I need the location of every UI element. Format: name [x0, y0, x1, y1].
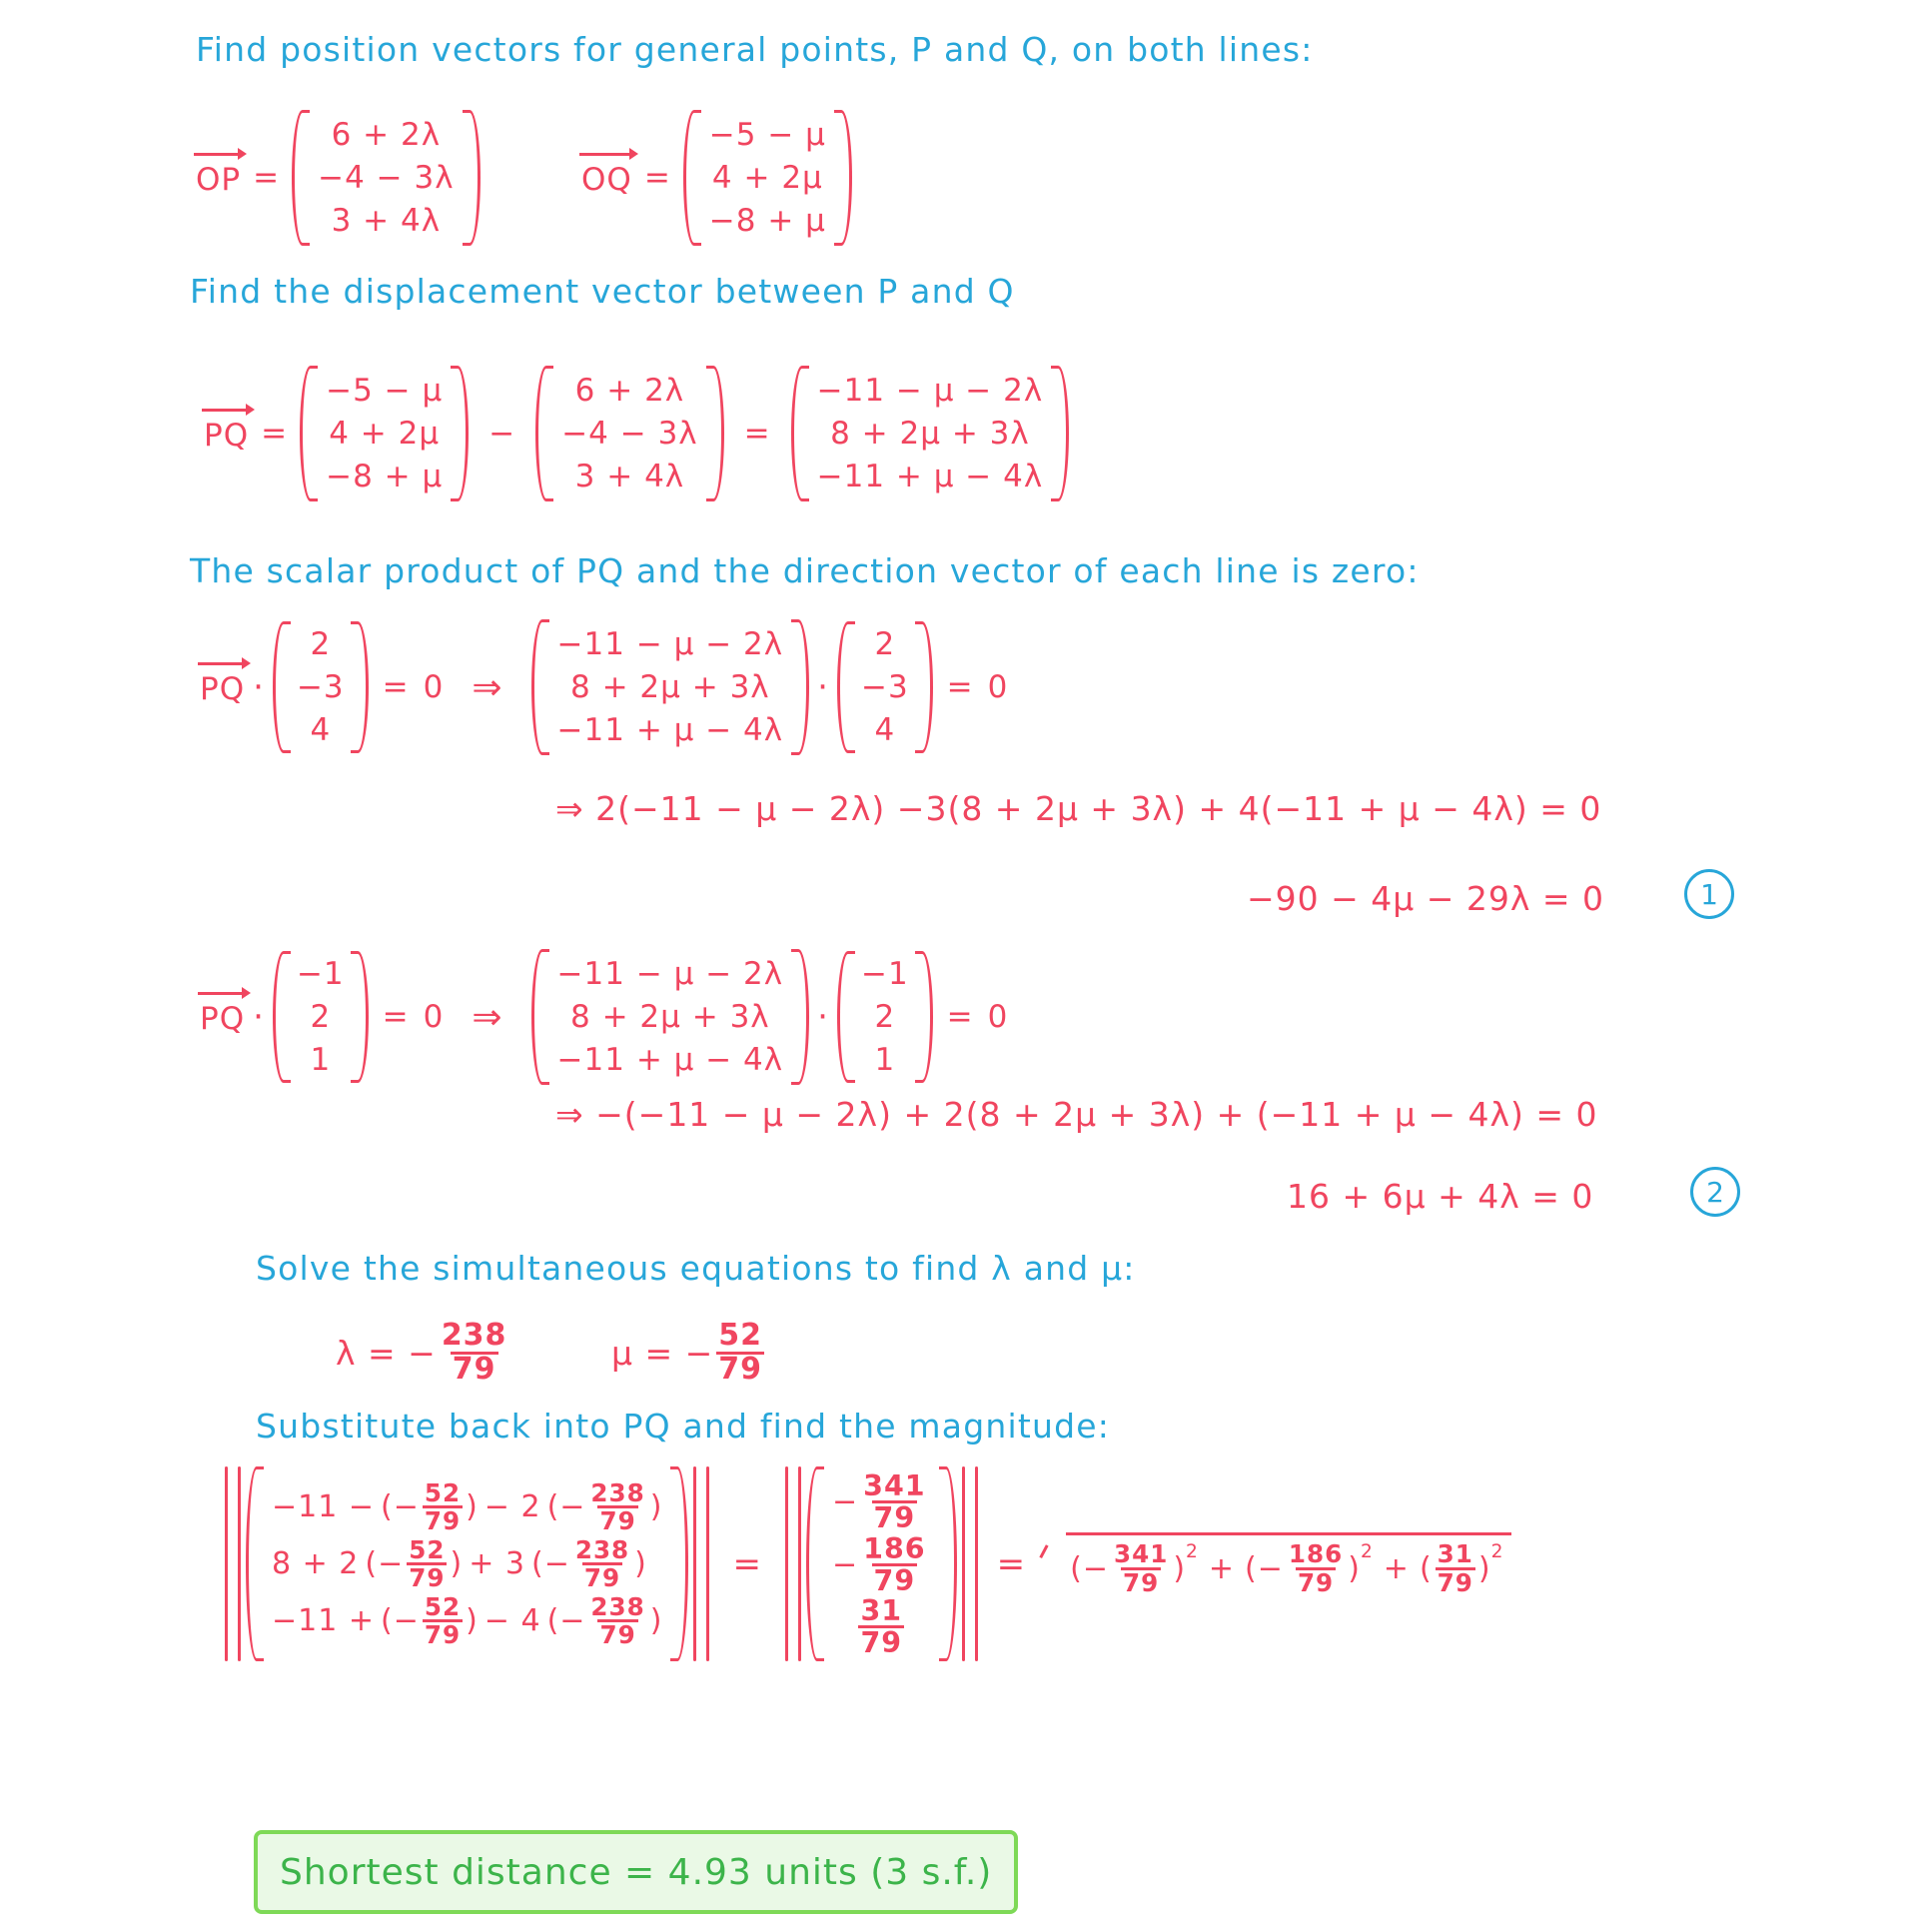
left-bracket-icon [837, 951, 855, 1083]
left-bracket-icon [531, 949, 549, 1085]
abs-bar-icon [693, 1466, 696, 1661]
pq-result-vector-copy-2 [531, 949, 810, 1085]
abs-bar-icon [975, 1466, 978, 1661]
pq-label: PQ [204, 414, 249, 454]
equation-1: −90 − 4μ − 29λ = 0 [1247, 879, 1605, 918]
pq-first-row-3: −8 + μ [326, 458, 444, 494]
mu-label: μ = − [611, 1333, 714, 1373]
dir1-row-1: 2 [310, 626, 332, 662]
row1-fraction-1: $\frac{52}{79}$ [424, 1477, 462, 1536]
mu-numerator: 52 [718, 1318, 763, 1353]
left-bracket-icon [300, 366, 318, 501]
vector-arrow-icon [194, 148, 247, 160]
dot-operator: · [253, 997, 265, 1038]
right-bracket-icon [915, 621, 933, 753]
pq-result-vector-copy-1 [531, 619, 810, 755]
pq-first-row-1: −5 − μ [326, 373, 444, 409]
direction-vector-1-copy [837, 621, 933, 753]
right-bracket-icon [706, 366, 724, 501]
dot-operator: · [817, 667, 829, 708]
row1-fraction-2: $\frac{238}{79}$ [590, 1477, 645, 1536]
dir1-row-3: 4 [874, 711, 896, 748]
equals-sign: = [382, 669, 410, 706]
left-bracket-icon [273, 621, 291, 753]
pq-result-row-2: 8 + 2μ + 3λ [830, 415, 1030, 452]
oq-column-vector [683, 110, 852, 246]
equation-1-number: 1 [1684, 869, 1734, 919]
equation-2-number: 2 [1690, 1167, 1740, 1217]
right-bracket-icon [351, 621, 369, 753]
equals-sign: = [946, 999, 974, 1036]
right-bracket-icon [834, 110, 852, 246]
oq-vector-equation [581, 110, 852, 246]
op-label: OP [196, 158, 241, 198]
power-2: 2 [1360, 1541, 1374, 1563]
result-bars-left [780, 1466, 806, 1661]
lambda-denominator: 79 [452, 1351, 496, 1387]
equals-sign: = [743, 416, 771, 453]
right-bracket-icon [939, 1466, 957, 1661]
direction-vector-2 [273, 951, 369, 1083]
left-bracket-icon [837, 621, 855, 753]
implies-arrow-icon: ⇒ [472, 666, 503, 708]
left-bracket-icon [791, 366, 809, 501]
right-bracket-icon [670, 1466, 688, 1661]
expansion-2: ⇒ −(−11 − μ − 2λ) + 2(8 + 2μ + 3λ) + (−11 + μ − 4λ) = 0 [555, 1095, 1598, 1134]
dot-operator: · [253, 667, 265, 708]
vector-arrow-icon [202, 404, 255, 416]
sub-row-1: −11 − ( − $\frac{52}{79}$ ) − 2 ( − $\frac{238}{79}$ ) [272, 1477, 663, 1536]
result-row-2: − $\frac{186}{79}$ [831, 1531, 926, 1597]
implies-arrow-icon: ⇒ [472, 996, 503, 1038]
expansion-1: ⇒ 2(−11 − μ − 2λ) −3(8 + 2μ + 3λ) + 4(−11 + μ − 4λ) = 0 [555, 789, 1602, 828]
equals-sign: = [996, 1543, 1027, 1584]
dir1-row-1: 2 [874, 626, 896, 662]
pq-second-row-3: 3 + 4λ [574, 458, 685, 494]
direction-vector-1 [273, 621, 369, 753]
sqrt-expression [1040, 1466, 1511, 1661]
right-bracket-icon [351, 951, 369, 1083]
abs-bar-icon [962, 1466, 965, 1661]
result-row-1: − $\frac{341}{79}$ [831, 1468, 926, 1534]
lambda-numerator: 238 [441, 1318, 507, 1353]
row3-fraction-1: $\frac{52}{79}$ [424, 1591, 462, 1650]
sub-row-2: 8 + 2 ( − $\frac{52}{79}$ ) + 3 ( − $\frac{238}{79}$ ) [272, 1534, 647, 1593]
scalar-product-line-2 [200, 949, 1008, 1085]
left-bracket-icon [806, 1466, 824, 1661]
equals-sign: = [643, 160, 671, 197]
minus-sign: − [488, 416, 516, 453]
pq-result-row-3: −11 + μ − 4λ [816, 458, 1044, 494]
op-row-3: 3 + 4λ [331, 202, 442, 239]
power-1: 2 [1186, 1541, 1199, 1563]
dir2-row-3: 1 [310, 1041, 332, 1078]
dir1-row-2: −3 [860, 668, 909, 705]
dir2-row-2: 2 [310, 998, 332, 1035]
oq-row-2: 4 + 2μ [711, 159, 823, 196]
abs-bar-icon [225, 1466, 228, 1661]
pq-first-vector [300, 366, 469, 501]
pq-label: PQ [200, 997, 245, 1037]
row2-fraction-2: $\frac{238}{79}$ [574, 1534, 630, 1593]
right-bracket-icon [451, 366, 469, 501]
zero-value: 0 [423, 999, 445, 1036]
right-bracket-icon [1051, 366, 1069, 501]
pq-second-row-2: −4 − 3λ [561, 415, 698, 452]
op-row-1: 6 + 2λ [331, 117, 442, 153]
equals-sign: = [946, 669, 974, 706]
pq-result-row-1: −11 − μ − 2λ [816, 373, 1044, 409]
left-bracket-icon [535, 366, 553, 501]
pq-result-row-2: 8 + 2μ + 3λ [570, 668, 770, 705]
pq-second-row-1: 6 + 2λ [574, 373, 685, 409]
pq-first-row-2: 4 + 2μ [329, 415, 441, 452]
equals-sign: = [382, 999, 410, 1036]
vector-arrow-icon [579, 148, 638, 160]
pq-result-row-2: 8 + 2μ + 3λ [570, 998, 770, 1035]
sqrt-term-1: ( − $\frac{341}{79}$ ) 2 [1070, 1539, 1199, 1597]
row2-fraction-1: $\frac{52}{79}$ [409, 1534, 446, 1593]
lambda-label: λ = − [336, 1333, 437, 1373]
result-bars-right [957, 1466, 983, 1661]
equation-2: 16 + 6μ + 4λ = 0 [1287, 1177, 1594, 1216]
dir2-row-1: −1 [296, 956, 345, 992]
row3-fraction-2: $\frac{238}{79}$ [590, 1591, 645, 1650]
vector-arrow-icon [198, 657, 251, 669]
right-bracket-icon [791, 949, 809, 1085]
mu-solution [611, 1318, 767, 1387]
mu-denominator: 79 [718, 1351, 763, 1387]
lambda-fraction [440, 1318, 509, 1387]
lambda-solution [336, 1318, 511, 1387]
result-row-3: $\frac{31}{79}$ [860, 1594, 903, 1660]
dir1-row-2: −3 [296, 668, 345, 705]
oq-row-1: −5 − μ [708, 117, 826, 153]
power-3: 2 [1490, 1541, 1504, 1563]
substituted-vector [246, 1466, 688, 1661]
pq-label: PQ [200, 667, 245, 707]
final-answer-text: Shortest distance = 4.93 units (3 s.f.) [280, 1851, 993, 1893]
left-bracket-icon [273, 951, 291, 1083]
pq-result-row-1: −11 − μ − 2λ [556, 956, 784, 992]
equals-sign: = [253, 160, 281, 197]
zero-value: 0 [987, 669, 1009, 706]
abs-bar-icon [238, 1466, 241, 1661]
zero-value: 0 [987, 999, 1009, 1036]
dir2-row-3: 1 [874, 1041, 896, 1078]
left-bracket-icon [531, 619, 549, 755]
abs-bar-icon [798, 1466, 801, 1661]
pq-second-vector [535, 366, 723, 501]
sub-row-3: −11 + ( − $\frac{52}{79}$ ) − 4 ( − $\frac{238}{79}$ ) [272, 1591, 663, 1650]
step4-instruction: Solve the simultaneous equations to find λ and μ: [256, 1249, 1136, 1288]
pq-result-row-3: −11 + μ − 4λ [556, 711, 784, 748]
step5-instruction: Substitute back into PQ and find the magnitude: [256, 1407, 1111, 1446]
magnitude-bars-right [688, 1466, 714, 1661]
op-row-2: −4 − 3λ [318, 159, 455, 196]
vector-arrow-icon [198, 987, 251, 999]
sqrt-term-3: ( $\frac{31}{79}$ ) 2 [1419, 1539, 1504, 1597]
dot-operator: · [817, 997, 829, 1038]
abs-bar-icon [785, 1466, 788, 1661]
magnitude-expression [220, 1466, 1511, 1661]
sqrt-body: ( − $\frac{341}{79}$ ) 2 + ( − $\frac{186}{79}$ ) 2 + ( $\frac{31}{79}$ ) 2 [1066, 1532, 1511, 1594]
right-bracket-icon [915, 951, 933, 1083]
op-vector-equation [196, 110, 481, 246]
abs-bar-icon [706, 1466, 709, 1661]
equals-sign: = [261, 416, 289, 453]
left-bracket-icon [292, 110, 310, 246]
pq-result-row-1: −11 − μ − 2λ [556, 626, 784, 662]
step3-instruction: The scalar product of PQ and the direction vector of each line is zero: [190, 551, 1420, 590]
left-bracket-icon [246, 1466, 264, 1661]
equals-sign: = [732, 1543, 762, 1584]
oq-row-3: −8 + μ [708, 202, 826, 239]
dir1-row-3: 4 [310, 711, 332, 748]
magnitude-bars-left [220, 1466, 246, 1661]
dir2-row-2: 2 [874, 998, 896, 1035]
simplified-vector [806, 1466, 957, 1661]
right-bracket-icon [791, 619, 809, 755]
mu-fraction [716, 1318, 764, 1387]
step1-instruction: Find position vectors for general points, P and Q, on both lines: [196, 30, 1314, 69]
left-bracket-icon [683, 110, 701, 246]
right-bracket-icon [463, 110, 481, 246]
pq-result-row-3: −11 + μ − 4λ [556, 1041, 784, 1078]
final-answer-box [254, 1830, 1018, 1914]
direction-vector-2-copy [837, 951, 933, 1083]
pq-difference-equation [204, 366, 1069, 501]
oq-label: OQ [581, 158, 632, 198]
zero-value: 0 [423, 669, 445, 706]
pq-result-vector [791, 366, 1070, 501]
dir2-row-1: −1 [860, 956, 909, 992]
sqrt-term-2: ( − $\frac{186}{79}$ ) 2 [1245, 1539, 1374, 1597]
scalar-product-line-1 [200, 619, 1008, 755]
op-column-vector [292, 110, 480, 246]
step2-instruction: Find the displacement vector between P and Q [190, 272, 1015, 311]
